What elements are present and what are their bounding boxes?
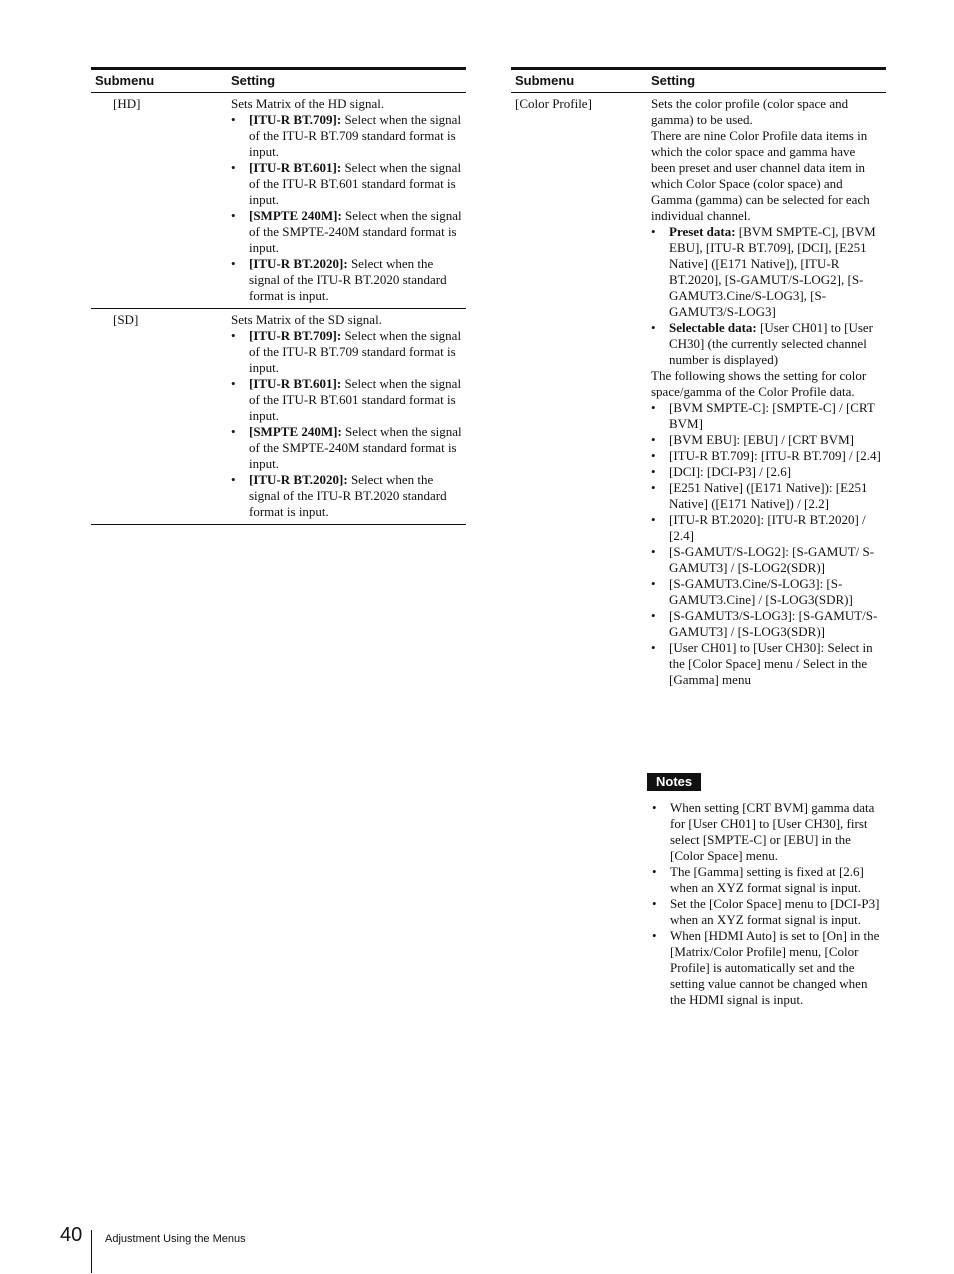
option-text: Select when the signal of the ITU-R BT.601 standard format is input. xyxy=(249,160,462,207)
list-item xyxy=(249,208,462,256)
option-label: [SMPTE 240M]: xyxy=(249,424,342,439)
option-label: [SMPTE 240M]: xyxy=(249,208,342,223)
list-item: • [BVM EBU]: [EBU] / [CRT BVM] xyxy=(669,432,882,448)
setting-cell xyxy=(227,93,466,309)
list-item: • [ITU-R BT.2020]: [ITU-R BT.2020] / [2.4] xyxy=(669,512,882,544)
submenu-cell: [HD] xyxy=(91,93,227,309)
list-item: • [S-GAMUT3/S-LOG3]: [S-GAMUT/S-GAMUT3] / [S-LOG3(SDR)] xyxy=(669,608,882,640)
option-text: Select when the signal of the ITU-R BT.601 standard format is input. xyxy=(249,376,462,423)
list-item: • When [HDMI Auto] is set to [On] in the [Matrix/Color Profile] menu, [Color Profile] is automatically set and the setting value cannot be changed when the HDMI signal is input. xyxy=(670,928,886,1008)
option-text: Select when the signal of the ITU-R BT.709 standard format is input. xyxy=(249,328,462,375)
option-label: [ITU-R BT.601]: xyxy=(249,376,342,391)
list-item xyxy=(669,224,882,320)
list-item xyxy=(249,376,462,424)
list-item: • When setting [CRT BVM] gamma data for [User CH01] to [User CH30], first select [SMPTE-C] or [EBU] in the [Color Space] menu. xyxy=(670,800,886,864)
setting-cell xyxy=(647,93,886,693)
option-list xyxy=(231,112,462,304)
option-text: Select when the signal of the ITU-R BT.2020 standard format is input. xyxy=(249,256,447,303)
setting-header: Setting xyxy=(647,69,886,93)
option-label: [ITU-R BT.709]: xyxy=(249,112,342,127)
footer-section-title: Adjustment Using the Menus xyxy=(105,1233,246,1245)
list-item: • [ITU-R BT.709]: [ITU-R BT.709] / [2.4] xyxy=(669,448,882,464)
data-type-text: [BVM SMPTE-C], [BVM EBU], [ITU-R BT.709], [DCI], [E251 Native] ([E171 Native]), [ITU-R BT.2020], [S-GAMUT/S-LOG2], [S-GAMUT3.Cine/S-LOG3], [S-GAMUT3/S-LOG3] xyxy=(669,224,876,319)
setting-intro: Sets the color profile (color space and gamma) to be used. xyxy=(651,96,849,127)
list-item xyxy=(249,472,462,520)
table-header-row xyxy=(91,69,466,93)
list-item: • Set the [Color Space] menu to [DCI-P3] when an XYZ format signal is input. xyxy=(670,896,886,928)
setting-intro: Sets Matrix of the HD signal. xyxy=(231,96,385,111)
mapping-intro: The following shows the setting for color space/gamma of the Color Profile data. xyxy=(651,368,867,399)
list-item: • [S-GAMUT3.Cine/S-LOG3]: [S-GAMUT3.Cine] / [S-LOG3(SDR)] xyxy=(669,576,882,608)
notes-label: Notes xyxy=(647,773,701,791)
option-label: [ITU-R BT.709]: xyxy=(249,328,342,343)
list-item xyxy=(669,320,882,368)
notes-section xyxy=(648,800,886,1008)
option-list xyxy=(231,328,462,520)
page-number: 40 xyxy=(60,1224,83,1246)
setting-intro: Sets Matrix of the SD signal. xyxy=(231,312,382,327)
list-item xyxy=(249,328,462,376)
list-item: • The [Gamma] setting is fixed at [2.6] when an XYZ format signal is input. xyxy=(670,864,886,896)
list-item: • [E251 Native] ([E171 Native]): [E251 Native] ([E171 Native]) / [2.2] xyxy=(669,480,882,512)
data-type-label: Preset data: xyxy=(669,224,736,239)
list-item: • [DCI]: [DCI-P3] / [2.6] xyxy=(669,464,882,480)
mapping-list xyxy=(651,400,882,688)
data-type-text: [User CH01] to [User CH30] (the currently selected channel number is displayed) xyxy=(669,320,873,367)
option-text: Select when the signal of the ITU-R BT.2020 standard format is input. xyxy=(249,472,447,519)
data-type-list xyxy=(651,224,882,368)
list-item xyxy=(249,256,462,304)
setting-header: Setting xyxy=(227,69,466,93)
setting-cell xyxy=(227,309,466,525)
submenu-header: Submenu xyxy=(91,69,227,93)
option-label: [ITU-R BT.2020]: xyxy=(249,256,348,271)
table-row xyxy=(91,309,466,525)
list-item xyxy=(249,112,462,160)
submenu-header: Submenu xyxy=(511,69,647,93)
table-header-row xyxy=(511,69,886,93)
data-type-label: Selectable data: xyxy=(669,320,757,335)
list-item: • [User CH01] to [User CH30]: Select in the [Color Space] menu / Select in the [Gamma] menu xyxy=(669,640,882,688)
option-text: Select when the signal of the SMPTE-240M standard format is input. xyxy=(249,424,462,471)
option-label: [ITU-R BT.2020]: xyxy=(249,472,348,487)
list-item: • [BVM SMPTE-C]: [SMPTE-C] / [CRT BVM] xyxy=(669,400,882,432)
submenu-cell: [SD] xyxy=(91,309,227,525)
notes-list xyxy=(648,800,886,1008)
setting-description: There are nine Color Profile data items in which the color space and gamma have been preset and user channel data item in which Color Space (color space) and Gamma (gamma) can be selected for each individual channel. xyxy=(651,128,870,223)
table-row xyxy=(511,93,886,693)
left-settings-table xyxy=(91,67,466,525)
list-item: • [S-GAMUT/S-LOG2]: [S-GAMUT/ S-GAMUT3] / [S-LOG2(SDR)] xyxy=(669,544,882,576)
table-row xyxy=(91,93,466,309)
option-text: Select when the signal of the ITU-R BT.709 standard format is input. xyxy=(249,112,462,159)
footer-divider xyxy=(91,1230,92,1273)
right-settings-table xyxy=(511,67,886,692)
submenu-cell: [Color Profile] xyxy=(515,96,592,111)
option-text: Select when the signal of the SMPTE-240M standard format is input. xyxy=(249,208,462,255)
list-item xyxy=(249,160,462,208)
list-item xyxy=(249,424,462,472)
option-label: [ITU-R BT.601]: xyxy=(249,160,342,175)
